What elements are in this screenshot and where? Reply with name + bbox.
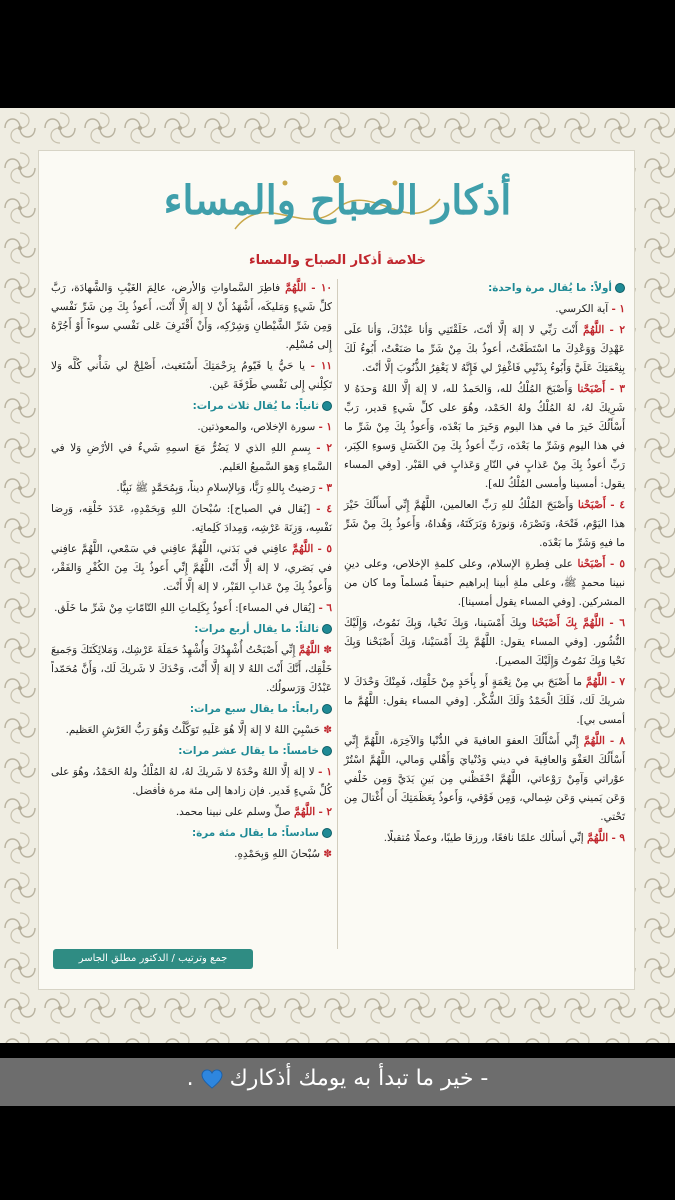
bullet-icon — [322, 401, 332, 411]
item-number: ٦ - — [318, 602, 332, 614]
item-text: أَنْتَ رَبِّي لا إلهَ إلَّا أنْتَ، خَلَقْتَنِي وَأنا عَبْدُكَ، وَأنا علَى عَهْدِكَ وَوَعْدِكَ ما اسْتَطَعْتُ، أعوذُ بكَ مِنْ شَرِّ ما صَنَعْتُ، أَبُوءُ لَكَ بِنِعْمَتِكَ عَلَيَّ وَأَبُوءُ بِذَنْبِي فَاغْفِرْ لي فَإِنَّهُ لا يَغْفِرُ الذُّنُوبَ إلَّا أنْتَ. — [344, 324, 625, 374]
header — [39, 151, 636, 273]
dhikr-item — [51, 279, 332, 355]
item-lead: اللَّهُمَّ — [585, 676, 608, 688]
dhikr-item — [51, 763, 332, 801]
item-number: ٤ - — [316, 503, 332, 515]
item-text: سورة الإخلاص، والمعوذتين. — [197, 421, 316, 433]
right-column — [344, 279, 625, 850]
dhikr-item — [344, 732, 625, 827]
item-lead: اللَّهُمَّ — [586, 832, 609, 844]
seven-times-item: ✽ حَسْبِيَ اللهُ لا إلهَ إلَّا هُوَ عَلَيهِ تَوَكَّلْتُ وَهُوَ رَبُّ العَرْشِ العَظيم. — [65, 724, 332, 736]
page-subtitle: خلاصة أذكار الصباح والمساء — [249, 253, 426, 268]
item-number: ٩ - — [611, 832, 625, 844]
item-number: ٤ - — [610, 499, 626, 511]
item-lead: اللَّهُمَّ — [292, 543, 314, 555]
item-text: [يُقال في الصباح]: سُبْحانَ اللهِ وَبِحَمْدِهِ، عَدَدَ خَلْقِه، وَرِضا نَفْسِه، وَزِنَةَ عَرْشِه، وَمِدادَ كَلِماتِه. — [51, 503, 332, 534]
caption-bar — [0, 1058, 675, 1106]
item-lead: أَصْبَحْنا — [577, 499, 606, 511]
left-items-a — [51, 279, 332, 395]
item-lead: أَصْبَحْنا — [577, 383, 606, 395]
item-text: على فِطرةِ الإسلام، وعلى كلمةِ الإخلاص، وعلى دينِ نبينا محمدٍ ﷺ، وعلى ملةِ أبينا إبراهيم حنيفاً مُسلماً وما كان من المشركين. [وفي المساء يقول أمسينا]. — [344, 558, 625, 608]
item-text: إِنِّي أَسْأَلُكَ العفوَ العافيةَ في الدُّنْيا وَالآخِرَة، اللَّهُمَّ إِنِّي أَسْأَلُكَ العَفْوَ وَالعافِيةَ في ديني وَدُنْيايَ وَأَهْلي وَمالي، اللَّهُمَّ اسْتُرْ عوْراتي وَآمِنْ رَوْعاتي، اللَّهُمَّ احْفَظْني مِن بَينِ يَدَيَّ وَمِن خَلْفي وَعَن يَميني وَعَن شِمالي، وَمِن فَوْقي، وَأَعوذُ بِعَظَمَتِكَ أَن أُغْتالَ مِن تَحْتي. — [344, 735, 625, 823]
item-number: ٧ - — [610, 676, 625, 688]
item-lead: أَصْبَحْنا — [577, 558, 606, 570]
item-lead: اللَّهُمَّ — [285, 282, 307, 294]
flower-icon: ✽ — [319, 644, 332, 656]
bullet-icon — [322, 828, 332, 838]
section-heading-once: أولاً: ما يُقال مرة واحدة: — [344, 279, 625, 298]
dhikr-item — [51, 500, 332, 538]
item-text: بِسمِ اللهِ الذي لا يَضُرُّ مَعَ اسمِهِ شَيءٌ في الأرْضِ وَلا في السَّماءِ وَهوَ السَّميعُ العَليم. — [51, 442, 332, 473]
left-column — [51, 279, 332, 866]
dhikr-item — [344, 829, 625, 848]
item-lead: اللَّهُمَّ — [293, 806, 316, 818]
section-heading-seven-times: رابعاً: ما يقال سبع مرات: — [51, 700, 332, 719]
item-number: ١ - — [318, 421, 332, 433]
dhikr-item — [344, 300, 625, 319]
column-divider — [337, 279, 338, 949]
item-lead: اللَّهُمَّ بِكَ أَصْبَحْنا — [531, 617, 604, 629]
author-credit: جمع وترتيب / الدكتور مطلق الجاسر — [53, 949, 253, 969]
dhikr-item — [344, 673, 625, 730]
item-number: ٦ - — [609, 617, 625, 629]
item-number: ١٠ - — [311, 282, 332, 294]
bullet-icon — [322, 704, 332, 714]
item-number: ١١ - — [310, 360, 332, 372]
item-number: ٥ - — [317, 543, 332, 555]
item-text: ما أَصْبَحَ بي مِنْ نِعْمَةٍ أَو بِأَحَدٍ مِنْ خَلْقِك، فَمِنْكَ وَحْدَكَ لا شريكَ لَك، فَلَكَ الْحَمْدُ وَلَكَ الشُّكْر. [وفي المساء يقول: اللَّهُمَّ ما أمسى بي]. — [344, 676, 625, 726]
section-heading-four-times: ثالثاً: ما يقال أربع مرات: — [51, 620, 332, 639]
item-number: ٢ - — [609, 324, 625, 336]
left-items-b — [51, 418, 332, 618]
bullet-icon — [322, 624, 332, 634]
item-text: فاطِرَ السَّماواتِ وَالأرض، عالِمَ الغَيْبِ وَالشَّهادَة، رَبَّ كلِّ شَيءٍ وَمَليكَه، أَشْهَدُ أَنْ لا إِلهَ إِلَّا أَنْت، أَعوذُ بِكَ مِن شَرِّ نَفْسي وَمِن شَرِّ الشَّيْطانِ وَشِرْكِه، وَأَنْ أَقْتَرِفَ عَلى نَفْسي سوءاً أَوْ أَجُرَّهُ إِلى مُسْلِم. — [51, 282, 332, 351]
dhikr-item — [51, 599, 332, 618]
hundred-times-item: ✽ سُبْحانَ اللهِ وَبِحَمْدِهِ. — [234, 848, 332, 860]
item-text: رَضيتُ بِاللهِ رَبًّا، وَبِالإسلامِ ديناً، وَبِمُحَمَّدٍ ﷺ نَبِيًّا. — [116, 482, 316, 494]
item-number: ٢ - — [316, 442, 332, 454]
item-number: ٣ - — [318, 482, 332, 494]
right-items-list — [344, 300, 625, 848]
item-text: وَأَصْبَحَ المُلْكُ للهِ رَبِّ العالمين، اللَّهُمَّ إِنِّي أَسأَلُكَ خَيْرَ هذا اليَوْم، فَتْحَهُ، وَنَصْرَهُ، وَنورَهُ وَبَرَكَتَهُ، وَهُداهُ، وَأَعوذُ بِكَ مِنْ شَرِّ ما فيهِ وَشَرِّ ما بَعْدَه. — [344, 499, 625, 549]
caption-tail: . — [186, 1066, 194, 1091]
item-lead: اللَّهُمَّ — [583, 735, 605, 747]
item-text: عافِني في بَدَني، اللَّهُمَّ عافِني في سَمْعي، اللَّهُمَّ عافِني في بَصَري، لا إلهَ إلَّا أَنْتَ، اللَّهُمَّ إِنِّي أَعوذُ بِكَ مِنَ الكُفْرِ وَالفَقْر، وَأَعوذُ بِكَ مِنْ عَذابِ القَبْر، لا إلهَ إلَّا أَنْت. — [51, 543, 332, 593]
section-heading-three-times: ثانياً: ما يُقال ثلاث مرات: — [51, 397, 332, 416]
item-text: لا إلهَ إلَّا اللهُ وحْدَهُ لا شَريكَ لهُ، لهُ المُلْكُ ولهُ الحَمْدُ، وهُوَ على كُلِّ شَيءٍ قَدير. فإن زادها إلى مئة مرة فأفضل. — [51, 766, 332, 797]
item-text: وَأَصْبَحَ المُلْكُ لله، وَالحَمدُ لله، لا إلهَ إلَّا اللهُ وَحدَهُ لا شَرِيكَ لهُ، لهُ المُلْكُ ولهُ الحَمْد، وهُوَ على كلِّ شَيءٍ قدير، رَبِّ أَسْأَلُكَ خَيرَ ما في هذا اليوم وَخَيرَ ما بَعْدَه، وَأَعوذُ بِكَ مِنْ شَرِّ ما في هذا اليوم وَشَرِّ ما بَعْدَه، رَبِّ أعوذُ بِكَ مِنَ الكَسَلِ وَسوءِ الكِبَر، رَبِّ أعوذُ بِكَ مِنْ عَذابٍ في النّارِ وَعَذابٍ في القَبْر. [وفي المساء يقول: أمسينا وأمسى المُلْكُ لله]. — [344, 383, 625, 490]
dhikr-item — [344, 380, 625, 494]
caption — [0, 1066, 675, 1091]
item-number: ٣ - — [609, 383, 625, 395]
flower-icon: ✽ — [319, 724, 332, 736]
four-times-item: ✽ اللَّهُمَّ إِنِّي أَصْبَحْتُ أُشْهِدُكَ وَأُشْهِدُ حَمَلَةَ عَرْشِك، وَمَلائِكَتَكَ وَجَميعَ خَلْقِك، أَنَّكَ أَنْتَ اللهُ لا إلهَ إلَّا أَنْتَ، وَحْدَكَ لا شَريكَ لَك، وَأَنَّ مُحَمّداً عَبْدُكَ وَرَسولُك. — [51, 644, 332, 694]
dhikr-item — [51, 357, 332, 395]
item-text: صلِّ وسلم على نبينا محمد. — [175, 806, 291, 818]
bullet-icon — [615, 283, 625, 293]
dhikr-item — [51, 803, 332, 822]
dhikr-item — [51, 418, 332, 437]
dhikr-item — [344, 496, 625, 553]
left-items-e — [51, 763, 332, 822]
item-number: ١ - — [611, 303, 625, 315]
section-heading-hundred-times: سادساً: ما يقال مئة مرة: — [51, 824, 332, 843]
flower-icon: ✽ — [319, 848, 332, 860]
item-number: ٨ - — [609, 735, 625, 747]
dhikr-item — [344, 614, 625, 671]
item-text: آية الكرسي. — [555, 303, 609, 315]
document-page — [0, 108, 675, 1043]
item-number: ١ - — [318, 766, 333, 778]
item-text: يا حَيُّ يا قَيّومُ بِرَحْمَتِكَ أَسْتَغيث، أَصْلِحْ لي شَأْني كُلَّه وَلا تَكِلْني إِلى نَفْسي طَرْفَةَ عَين. — [51, 360, 332, 391]
section-heading-ten-times: خامساً: ما يقال عشر مرات: — [51, 742, 332, 761]
bullet-icon — [322, 746, 332, 756]
dhikr-item — [344, 321, 625, 378]
item-number: ٥ - — [610, 558, 625, 570]
dhikr-item — [51, 540, 332, 597]
page-title: أذكار الصباح والمساء — [163, 177, 512, 224]
dhikr-item — [344, 555, 625, 612]
item-lead: اللَّهُمَّ — [583, 324, 605, 336]
caption-text: - خير ما تبدأ به يومك أذكارك — [229, 1066, 489, 1091]
item-text: وبِكَ أَمْسَينا، وَبِكَ نَحْيا، وَبِكَ نَمُوتُ، وَإِلَيْكَ النُّشُور. [وفي المساء يقول: اللَّهُمَّ بِكَ أَمْسَيْنا، وَبِكَ أَصْبَحْنا وَبِكَ نَحْيا وَبِكَ نَمُوتُ وَإِلَيْكَ المصير]. — [344, 617, 625, 667]
blue-heart-icon — [201, 1069, 223, 1089]
item-text: إنِّي أسألك علمًا نافعًا، ورزقا طيبًا، وعملًا مُتقبلًا. — [383, 832, 584, 844]
dhikr-item — [51, 439, 332, 477]
content-panel — [38, 150, 635, 990]
item-number: ٢ - — [318, 806, 332, 818]
item-text: [يُقال في المساء]: أَعوذُ بِكَلِماتِ اللهِ التّامّاتِ مِنْ شَرِّ ما خَلَق. — [54, 602, 316, 614]
dhikr-item — [51, 479, 332, 498]
